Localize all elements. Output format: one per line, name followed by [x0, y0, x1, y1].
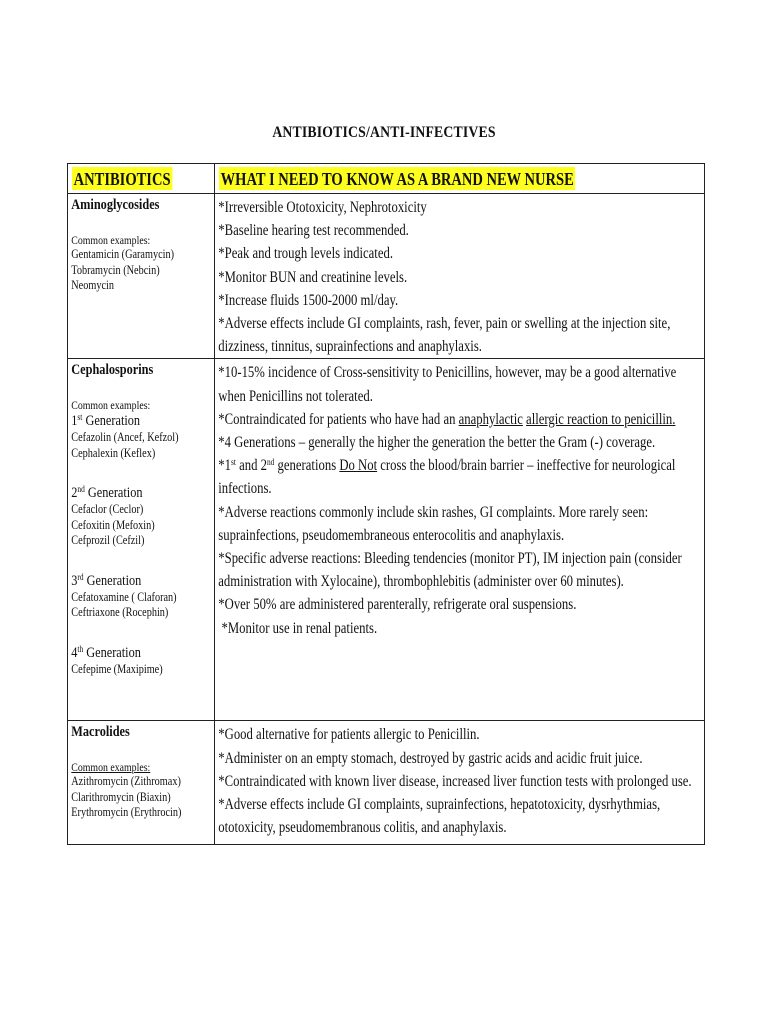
antibiotics-table: [67, 163, 705, 845]
drug-example: Tobramycin (Nebcin): [71, 262, 160, 277]
drug-example: Cefazolin (Ancef, Kefzol): [71, 430, 179, 445]
drug-example: Cefoxitin (Mefoxin): [71, 517, 155, 532]
drug-example: Cephalexin (Keflex): [71, 445, 156, 460]
note-line: *Specific adverse reactions: Bleeding tendencies (monitor PT), IM injection pain (consider administration with Xylocaine), thrombophlebitis (administer over 60 minutes).: [218, 550, 682, 591]
common-examples-label: Common examples:: [71, 760, 151, 775]
note-line: *Baseline hearing test recommended.: [218, 222, 409, 240]
drug-class-name: Cephalosporins: [71, 362, 154, 379]
drug-class-name: Aminoglycosides: [71, 197, 160, 213]
note-line: *Adverse effects include GI complaints, rash, fever, pain or swelling at the injection site, dizziness, tinnitus, suprainfections and anaphylaxis.: [218, 315, 671, 356]
note-line: *Contraindicated for patients who have had an anaphylactic allergic reaction to penicillin.: [218, 410, 676, 428]
common-examples-label: Common examples:: [71, 233, 151, 247]
drug-example: Neomycin: [71, 278, 114, 292]
table-header-row: [68, 164, 705, 194]
drug-example: Gentamicin (Garamycin): [71, 247, 175, 261]
header-antibiotics-label: ANTIBIOTICS: [73, 169, 171, 189]
table-row-macrolides: [68, 721, 705, 845]
notes-cell: [215, 194, 705, 359]
table-row-cephalosporins: [68, 359, 705, 721]
drug-example: Azithromycin (Zithromax): [71, 774, 181, 789]
common-examples-label: Common examples:: [71, 398, 151, 413]
notes-cell: [215, 721, 705, 845]
note-line: *Monitor BUN and creatinine levels.: [218, 268, 408, 286]
header-cell-what-to-know: [215, 164, 705, 194]
generation-label: 2nd Generation: [71, 484, 143, 502]
generation-label: 1st Generation: [71, 412, 141, 430]
drug-example: Erythromycin (Erythrocin): [71, 805, 182, 820]
table-row-aminoglycosides: [68, 194, 705, 359]
page-title: ANTIBIOTICS/ANTI-INFECTIVES: [272, 124, 496, 141]
note-line: *10-15% incidence of Cross-sensitivity to Penicillins, however, may be a good alternative when Penicillins not tolerated.: [218, 364, 677, 405]
generation-label: 3rd Generation: [71, 571, 142, 589]
generation-label: 4th Generation: [71, 643, 141, 661]
note-line: *Monitor use in renal patients.: [218, 619, 378, 637]
drug-class-cell: [68, 359, 215, 721]
drug-class-cell: [68, 194, 215, 359]
note-line: *Irreversible Ototoxicity, Nephrotoxicity: [218, 199, 427, 216]
note-line: *Adverse effects include GI complaints, suprainfections, hepatotoxicity, dysrhythmias, ototoxicity, pseudomembranous colitis, and anaphylaxis.: [218, 796, 661, 837]
note-line: *Over 50% are administered parenterally, refrigerate oral suspensions.: [218, 596, 577, 614]
drug-example: Clarithromycin (Biaxin): [71, 789, 171, 804]
header-what-to-know-label: WHAT I NEED TO KNOW AS A BRAND NEW NURSE: [220, 169, 574, 189]
note-line: *Good alternative for patients allergic to Penicillin.: [218, 726, 480, 744]
note-line: *Contraindicated with known liver disease, increased liver function tests with prolonged use.: [218, 772, 692, 790]
note-line: *Administer on an empty stomach, destroyed by gastric acids and acidic fruit juice.: [218, 749, 643, 767]
drug-example: Cefepime (Maxipime): [71, 661, 163, 676]
drug-class-cell: [68, 721, 215, 845]
header-cell-antibiotics: [68, 164, 215, 194]
drug-class-name: Macrolides: [71, 724, 130, 741]
notes-cell: [215, 359, 705, 721]
note-line: *Increase fluids 1500-2000 ml/day.: [218, 291, 399, 309]
note-line: *Peak and trough levels indicated.: [218, 245, 394, 263]
drug-example: Cefprozil (Cefzil): [71, 533, 145, 548]
drug-example: Cefaclor (Ceclor): [71, 502, 144, 517]
note-line: *4 Generations – generally the higher the generation the better the Gram (-) coverage.: [218, 434, 656, 452]
note-line: *Adverse reactions commonly include skin rashes, GI complaints. More rarely seen: suprainfections, pseudomembraneous enterocolitis and anaphylaxis.: [218, 503, 649, 544]
drug-example: Ceftriaxone (Rocephin): [71, 605, 169, 620]
drug-example: Cefatoxamine ( Claforan): [71, 589, 177, 604]
note-line: *1st and 2nd generations Do Not cross the blood/brain barrier – ineffective for neurological infections.: [218, 457, 676, 498]
